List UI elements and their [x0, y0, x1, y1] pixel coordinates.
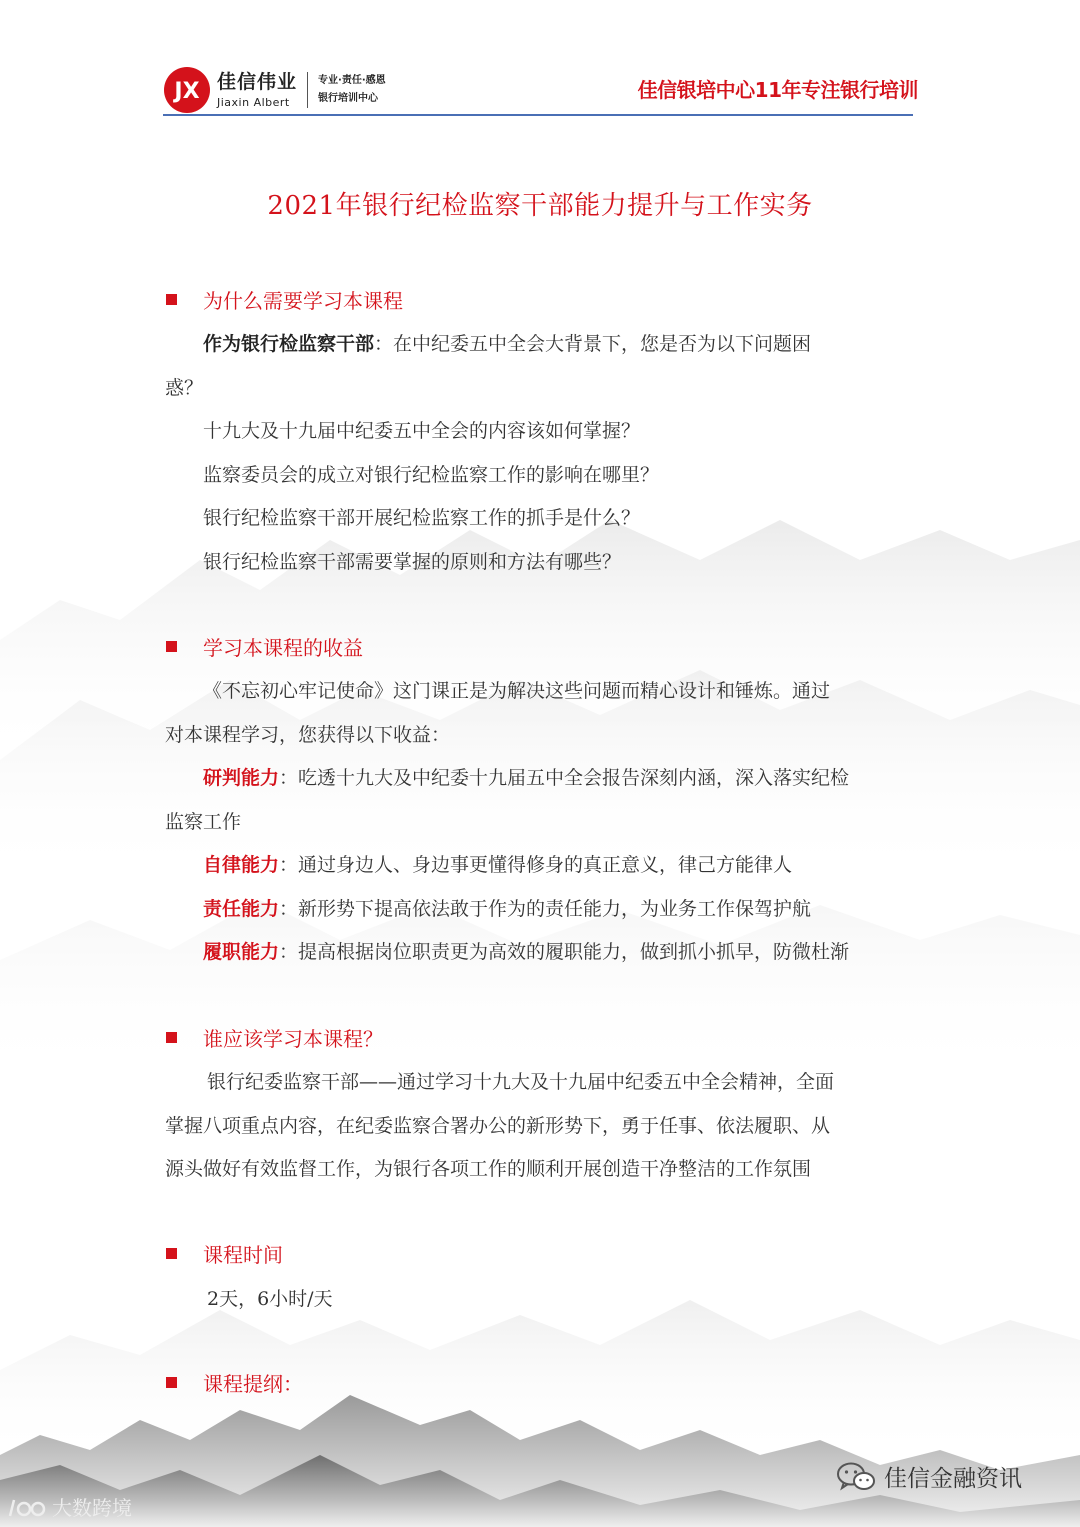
section-heading-why [166, 285, 403, 314]
logo-slogan-line2: 银行培训中心 [318, 93, 379, 104]
benefits-intro-line1: 《不忘初心牢记使命》这门课正是为解决这些问题而精心设计和锤炼。通过 [203, 680, 831, 702]
duration-text: 2天，6小时/天 [207, 1288, 333, 1310]
logo-divider [307, 72, 308, 108]
logo-chinese-name: 佳信伟业 [217, 70, 298, 93]
why-lead-text: ：在中纪委五中全会大背景下，您是否为以下问题困 [374, 333, 812, 355]
benefits-intro-line2: 对本课程学习，您获得以下收益： [165, 724, 451, 746]
audience-line3: 源头做好有效监督工作，为银行各项工作的顺利开展创造干净整洁的工作氛围 [165, 1158, 812, 1180]
section-heading-label: 学习本课程的收益 [203, 636, 363, 660]
audience-line2: 掌握八项重点内容，在纪委监察合署办公的新形势下，勇于任事、依法履职、从 [165, 1115, 831, 1137]
benefit-text: ：新形势下提高依法敢于作为的责任能力，为业务工作保驾护航 [279, 898, 812, 920]
benefit-item-continuation: 监察工作 [165, 811, 242, 833]
section-heading-audience [166, 1023, 383, 1052]
square-bullet-icon [166, 294, 177, 305]
benefit-label: 履职能力 [203, 941, 280, 963]
svg-text:JX: JX [174, 79, 200, 104]
section-heading-label: 为什么需要学习本课程 [203, 289, 403, 313]
benefit-text: ：提高根据岗位职责更为高效的履职能力，做到抓小抓早，防微杜渐 [279, 941, 850, 963]
section-heading-label: 课程提纲： [203, 1372, 303, 1396]
benefit-item [203, 887, 811, 931]
why-lead-bold: 作为银行检监察干部 [203, 333, 375, 355]
benefit-label: 自律能力 [203, 854, 280, 876]
benefit-label: 研判能力 [203, 767, 280, 789]
header-tagline: 佳信银培中心11年专注银行培训 [637, 78, 918, 102]
brand-logo [163, 66, 386, 114]
section-heading-label: 课程时间 [203, 1243, 283, 1267]
benefit-item [203, 930, 849, 974]
jx-logo-icon [163, 66, 211, 114]
why-question: 银行纪检监察干部需要掌握的原则和方法有哪些？ [203, 551, 622, 573]
why-lead-continuation: 惑？ [165, 377, 204, 399]
section-heading-label: 谁应该学习本课程？ [203, 1027, 383, 1051]
logo-english-name: Jiaxin Albert [217, 95, 290, 109]
why-question: 监察委员会的成立对银行纪检监察工作的影响在哪里？ [203, 464, 660, 486]
audience-line1: 银行纪委监察干部——通过学习十九大及十九届中纪委五中全会精神，全面 [207, 1071, 835, 1093]
wechat-account-badge [836, 1460, 1022, 1493]
watermark-text: 大数跨境 [52, 1496, 132, 1520]
benefit-text: ：吃透十九大及中纪委十九届五中全会报告深刻内涵，深入落实纪检 [279, 767, 850, 789]
section-heading-outline [166, 1368, 303, 1397]
section-heading-benefits [166, 632, 363, 661]
watermark [6, 1492, 132, 1521]
page-title: 2021年银行纪检监察干部能力提升与工作实务 [267, 191, 813, 221]
why-question: 银行纪检监察干部开展纪检监察工作的抓手是什么？ [203, 507, 641, 529]
why-question: 十九大及十九届中纪委五中全会的内容该如何掌握？ [203, 420, 641, 442]
why-lead-paragraph [203, 322, 811, 366]
benefit-item [203, 843, 792, 887]
square-bullet-icon [166, 1032, 177, 1043]
benefit-text: ：通过身边人、身边事更懂得修身的真正意义，律己方能律人 [279, 854, 793, 876]
watermark-logo-icon [6, 1494, 48, 1520]
wechat-account-name: 佳信金融资讯 [884, 1466, 1022, 1492]
section-heading-duration [166, 1239, 283, 1268]
wechat-icon [836, 1461, 876, 1493]
square-bullet-icon [166, 1248, 177, 1259]
header-divider [163, 114, 913, 116]
benefit-item [203, 756, 849, 800]
square-bullet-icon [166, 641, 177, 652]
square-bullet-icon [166, 1377, 177, 1388]
benefit-label: 责任能力 [203, 898, 280, 920]
logo-slogan-line1: 专业·责任·感恩 [318, 75, 386, 86]
